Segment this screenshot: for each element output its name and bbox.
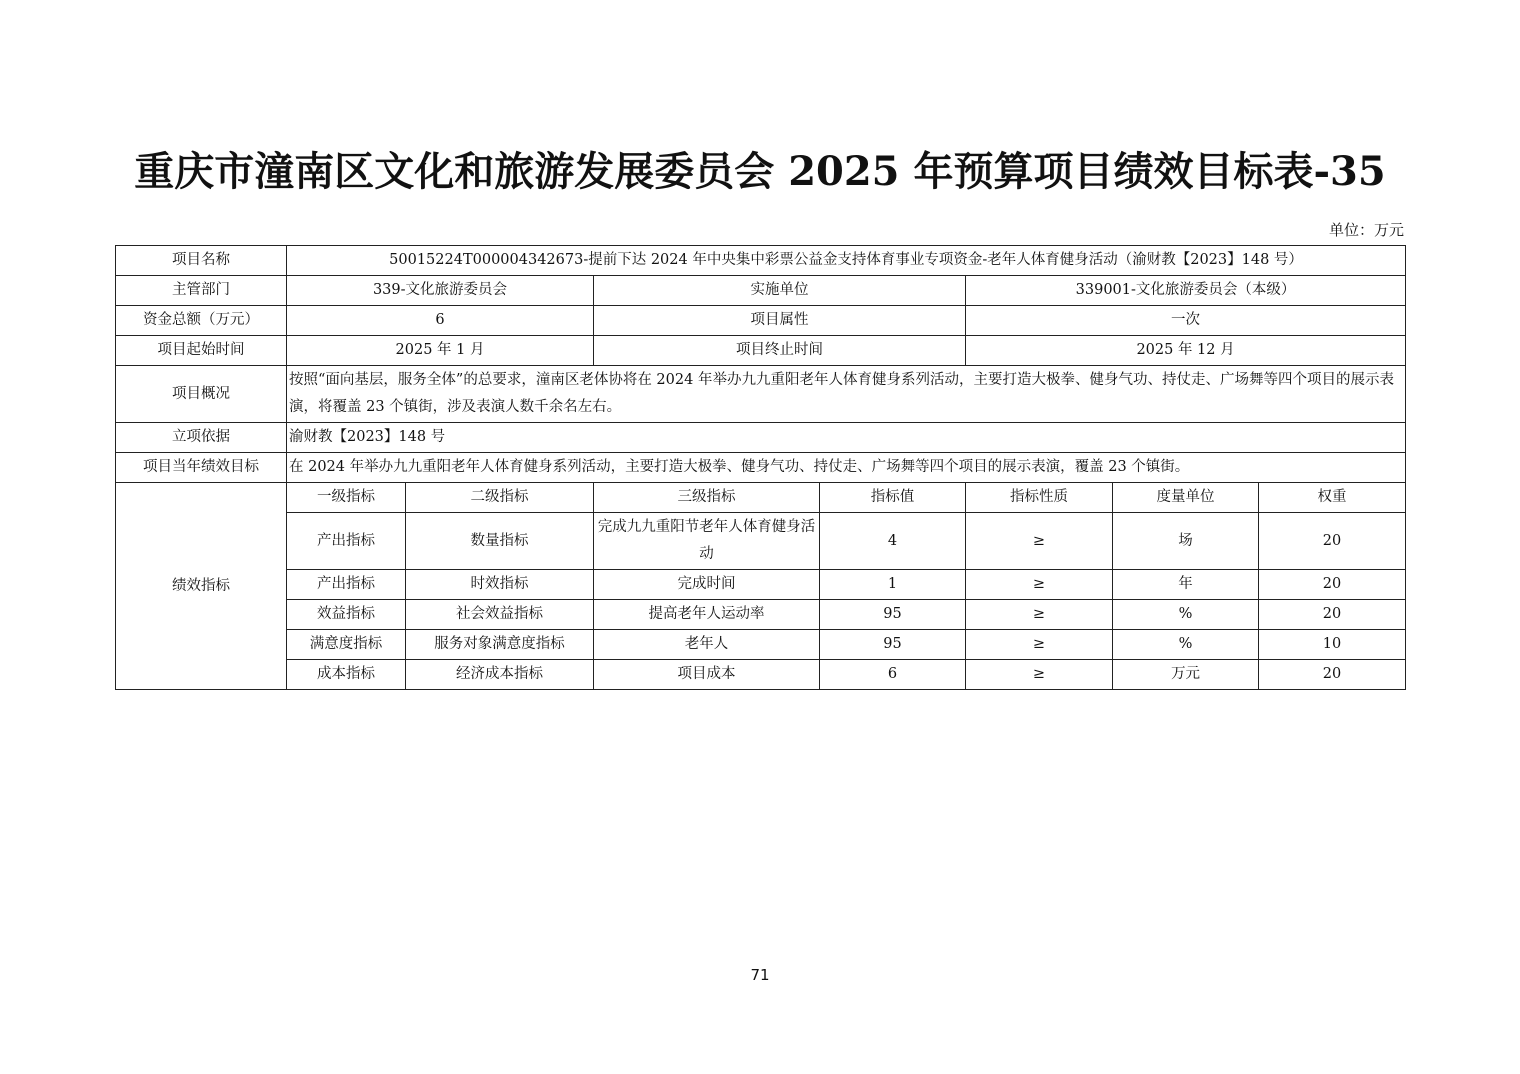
header-unit: 度量单位 — [1113, 483, 1259, 513]
indicator-weight: 10 — [1259, 630, 1406, 660]
indicator-level2: 数量指标 — [406, 513, 594, 570]
indicator-row — [116, 600, 1406, 630]
indicator-level3: 老年人 — [594, 630, 820, 660]
indicator-level3: 项目成本 — [594, 660, 820, 690]
indicator-level1: 产出指标 — [287, 513, 406, 570]
goal-label: 项目当年绩效目标 — [116, 453, 287, 483]
indicator-level1: 效益指标 — [287, 600, 406, 630]
row-department — [116, 276, 1406, 306]
indicator-nature: ≥ — [966, 600, 1113, 630]
indicator-level1: 满意度指标 — [287, 630, 406, 660]
indicator-value: 4 — [820, 513, 966, 570]
indicator-level2: 服务对象满意度指标 — [406, 630, 594, 660]
indicator-row — [116, 570, 1406, 600]
indicator-value: 6 — [820, 660, 966, 690]
row-basis — [116, 423, 1406, 453]
header-value: 指标值 — [820, 483, 966, 513]
row-period — [116, 336, 1406, 366]
dept-label: 主管部门 — [116, 276, 287, 306]
start-label: 项目起始时间 — [116, 336, 287, 366]
indicator-level2: 时效指标 — [406, 570, 594, 600]
overview-value: 按照“面向基层，服务全体”的总要求，潼南区老体协将在 2024 年举办九九重阳老年人体育健身系列活动，主要打造大极拳、健身气功、持仗走、广场舞等四个项目的展示表演，将覆盖 23 个镇街，涉及表演人数千余名左右。 — [287, 366, 1406, 423]
fund-value: 6 — [287, 306, 594, 336]
header-nature: 指标性质 — [966, 483, 1113, 513]
indicator-value: 95 — [820, 630, 966, 660]
indicator-row — [116, 660, 1406, 690]
basis-value: 渝财教【2023】148 号 — [287, 423, 1406, 453]
row-overview — [116, 366, 1406, 423]
fund-label: 资金总额（万元） — [116, 306, 287, 336]
performance-table — [115, 245, 1406, 690]
indicator-section-label: 绩效指标 — [116, 483, 287, 690]
attr-label: 项目属性 — [594, 306, 966, 336]
indicator-weight: 20 — [1259, 660, 1406, 690]
indicator-unit: 场 — [1113, 513, 1259, 570]
indicator-level2: 经济成本指标 — [406, 660, 594, 690]
page-number: 71 — [750, 966, 770, 984]
row-project-name — [116, 246, 1406, 276]
indicator-level3: 完成九九重阳节老年人体育健身活动 — [594, 513, 820, 570]
indicator-unit: % — [1113, 600, 1259, 630]
indicator-header-row — [116, 483, 1406, 513]
indicator-level3: 完成时间 — [594, 570, 820, 600]
indicator-nature: ≥ — [966, 660, 1113, 690]
row-goal — [116, 453, 1406, 483]
indicator-nature: ≥ — [966, 513, 1113, 570]
header-level2: 二级指标 — [406, 483, 594, 513]
indicator-level1: 成本指标 — [287, 660, 406, 690]
indicator-nature: ≥ — [966, 630, 1113, 660]
goal-value: 在 2024 年举办九九重阳老年人体育健身系列活动，主要打造大极拳、健身气功、持仗走、广场舞等四个项目的展示表演，覆盖 23 个镇街。 — [287, 453, 1406, 483]
row-fund — [116, 306, 1406, 336]
dept-value: 339-文化旅游委员会 — [287, 276, 594, 306]
overview-label: 项目概况 — [116, 366, 287, 423]
indicator-value: 95 — [820, 600, 966, 630]
basis-label: 立项依据 — [116, 423, 287, 453]
start-value: 2025 年 1 月 — [287, 336, 594, 366]
indicator-nature: ≥ — [966, 570, 1113, 600]
impl-label: 实施单位 — [594, 276, 966, 306]
indicator-unit: 万元 — [1113, 660, 1259, 690]
header-level3: 三级指标 — [594, 483, 820, 513]
indicator-weight: 20 — [1259, 570, 1406, 600]
end-value: 2025 年 12 月 — [966, 336, 1406, 366]
unit-label: 单位：万元 — [1328, 221, 1404, 239]
indicator-row — [116, 513, 1406, 570]
attr-value: 一次 — [966, 306, 1406, 336]
indicator-level2: 社会效益指标 — [406, 600, 594, 630]
header-weight: 权重 — [1259, 483, 1406, 513]
header-level1: 一级指标 — [287, 483, 406, 513]
indicator-level1: 产出指标 — [287, 570, 406, 600]
project-name-value: 50015224T000004342673-提前下达 2024 年中央集中彩票公益金支持体育事业专项资金-老年人体育健身活动（渝财教【2023】148 号） — [287, 246, 1406, 276]
indicator-level3: 提高老年人运动率 — [594, 600, 820, 630]
end-label: 项目终止时间 — [594, 336, 966, 366]
project-name-label: 项目名称 — [116, 246, 287, 276]
indicator-value: 1 — [820, 570, 966, 600]
indicator-weight: 20 — [1259, 513, 1406, 570]
indicator-weight: 20 — [1259, 600, 1406, 630]
indicator-unit: % — [1113, 630, 1259, 660]
impl-value: 339001-文化旅游委员会（本级） — [966, 276, 1406, 306]
page-title: 重庆市潼南区文化和旅游发展委员会 2025 年预算项目绩效目标表-35 — [134, 148, 1386, 195]
indicator-row — [116, 630, 1406, 660]
indicator-unit: 年 — [1113, 570, 1259, 600]
